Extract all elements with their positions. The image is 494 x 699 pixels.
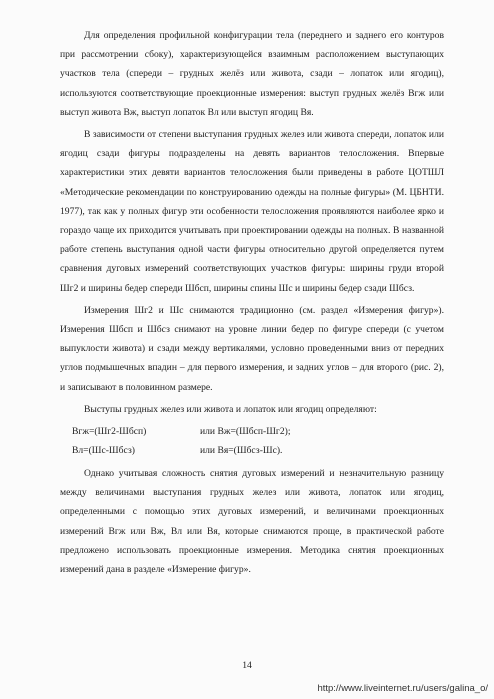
formula-shoulder-blades: Вл=(Шс-Шбсз) (72, 445, 135, 457)
page-number: 14 (242, 660, 252, 671)
formula-belly: или Вж=(Шбсп-Шг2); (200, 426, 291, 438)
footer-url: http://www.liveinternet.ru/users/galina_o/ (317, 683, 488, 694)
formula-block (60, 422, 444, 460)
paragraph-variants: В зависимости от степени выступания грудных желез или живота спереди, лопаток или ягодиц сзади фигуры подразделены на девять вариантов телосложения. Впервые характеристики этих девяти вариантов телосложения были приведены в работе ЦОТШЛ «Методические рекомендации по конструированию одежды на полные фигуры» (М. ЦБНТИ. 1977), так как у полных фигур эти особенности телосложения проявляются наиболее ярко и гораздо чаще их приходится учитывать при проектировании одежды на полных. В названной работе степень выступания одной части фигуры относительно другой определяется путем сравнения дуговых измерений соответствующих участков фигуры: ширины груди второй Шг2 и ширины бедер спереди Шбсп, ширины спины Шс и ширины бедер сзади Шбсз. (60, 129, 444, 294)
formula-row (60, 441, 444, 460)
paragraph-formula-lead: Выступы грудных желез или живота и лопаток или ягодиц определяют: (84, 403, 377, 415)
page-body (60, 26, 444, 582)
formula-row (60, 422, 444, 441)
paragraph-conclusion: Однако учитывая сложность снятия дуговых измерений и незначительную разницу между величинами выступания грудных желез или живота, лопаток или ягодиц, определенными с помощью этих дуговых измерений, и величинами проекционных измерений Вгж или Вж, Вл или Вя, которые снимаются проще, в практической работе предложено использовать проекционные измерения. Методика снятия проекционных измерений дана в разделе «Измерение фигур». (60, 468, 444, 576)
paragraph-intro: Для определения профильной конфигурации тела (переднего и заднего его контуров при рассмотрении сбоку), характеризующейся взаимным расположением выступающих участков тела (спереди – грудных желёз или живота, сзади – лопаток или ягодиц), используются соответствующие проекционные измерения: выступ грудных желёз Вгж или выступ живота Вж, выступ лопаток Вл или выступ ягодиц Вя. (60, 30, 444, 118)
formula-chest: Вгж=(Шг2-Шбсп) (72, 426, 147, 438)
formula-buttocks: или Вя=(Шбсз-Шс). (200, 445, 283, 457)
paragraph-measurements: Измерения Шг2 и Шс снимаются традиционно (см. раздел «Измерения фигур»). Измерения Шбсп и Шбсз снимают на уровне линии бедер по фигуре спереди (с учетом выпуклости живота) и сзади между вертикалями, условно проведенными вниз от передних углов подмышечных впадин – для первого измерения, и задних углов – для второго (рис. 2), и записывают в половинном размере. (60, 304, 444, 393)
